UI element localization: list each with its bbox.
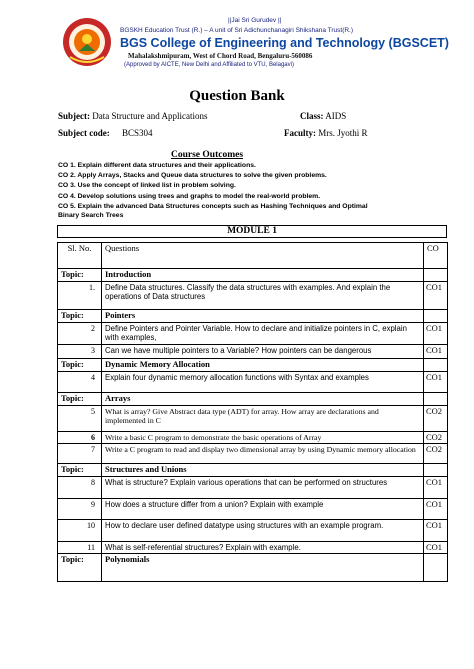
topic-label: Topic: [58,554,102,582]
question-number: 1. [58,282,102,310]
topic-name: Arrays [102,393,424,406]
table-row [58,282,448,310]
question-co: CO1 [424,520,448,542]
table-row [58,345,448,359]
question-number: 5 [58,406,102,432]
header-trust: BGSKH Education Trust (R.) – A unit of Sri Adichunchanagiri Shikshana Trust(R.) [120,27,354,34]
table-row [58,432,448,444]
topic-label: Topic: [58,310,102,323]
question-co: CO1 [424,499,448,520]
topic-label: Topic: [58,393,102,406]
topic-co-cell [424,464,448,477]
question-co: CO2 [424,432,448,444]
table-row [58,477,448,499]
page-title: Question Bank [189,88,285,104]
question-text: How to declare user defined datatype using structures with an example program. [102,520,424,542]
college-address: Mahalakshmipuram, West of Chord Road, Bengaluru-560086 [128,52,313,60]
question-number: 11 [58,542,102,554]
topic-name: Dynamic Memory Allocation [102,359,424,372]
class-value: AIDS [325,111,347,121]
topic-name: Structures and Unions [102,464,424,477]
question-text: What is array? Give Abstract data type (ADT) for array. How array are declarations and implemented in C [102,406,424,432]
outcome-item: CO 5. Explain the advanced Data Structures concepts such as Hashing Techniques and Optimal [58,203,368,210]
topic-label: Topic: [58,359,102,372]
question-co: CO1 [424,477,448,499]
table-row [58,499,448,520]
topic-name: Pointers [102,310,424,323]
college-name: BGS College of Engineering and Technology (BGSCET) [120,36,449,50]
question-number: 7 [58,444,102,464]
topic-row [58,393,448,406]
table-row [58,372,448,393]
co-header: CO [424,243,448,269]
class-label: Class: [300,111,324,121]
question-text: Define Pointers and Pointer Variable. How to declare and initialize pointers in C, explain with examples, [102,323,424,345]
topic-co-cell [424,359,448,372]
outcome-item: CO 2. Apply Arrays, Stacks and Queue data structures to solve the given problems. [58,172,327,179]
question-co: CO1 [424,345,448,359]
sl-header: Sl. No. [58,243,102,269]
topic-co-cell [424,554,448,582]
question-co: CO1 [424,542,448,554]
question-co: CO2 [424,406,448,432]
topic-name: Introduction [102,269,424,282]
college-logo [62,17,112,67]
question-text: What is self-referential structures? Explain with example. [102,542,424,554]
subject-value: Data Structure and Applications [92,111,208,121]
question-co: CO1 [424,282,448,310]
topic-label: Topic: [58,269,102,282]
question-text: How does a structure differ from a union? Explain with example [102,499,424,520]
table-row [58,444,448,464]
question-text: Write a basic C program to demonstrate the basic operations of Array [102,432,424,444]
questions-header: Questions [102,243,424,269]
topic-co-cell [424,269,448,282]
approval-note: (Approved by AICTE, New Delhi and Affiliated to VTU, Belagavi) [124,62,294,68]
question-number: 4 [58,372,102,393]
table-row [58,406,448,432]
outcome-item: CO 4. Develop solutions using trees and graphs to model the real-world problem. [58,193,321,200]
code-label: Subject code: [58,128,110,138]
topic-co-cell [424,310,448,323]
question-co: CO1 [424,372,448,393]
faculty-row [284,128,368,138]
outcome-item: CO 1. Explain different data structures and their applications. [58,162,256,169]
course-outcomes-title: Course Outcomes [171,150,244,160]
header-jai: ||Jai Sri Gurudev || [228,17,282,24]
topic-row [58,310,448,323]
table-row [58,323,448,345]
topic-co-cell [424,393,448,406]
faculty-label: Faculty: [284,128,316,138]
question-number: 10 [58,520,102,542]
topic-row [58,269,448,282]
question-table [57,242,448,582]
question-co: CO2 [424,444,448,464]
module-title: MODULE 1 [227,226,277,236]
question-text: What is structure? Explain various operations that can be performed on structures [102,477,424,499]
faculty-value: Mrs. Jyothi R [318,128,368,138]
outcome-item: CO 3. Use the concept of linked list in problem solving. [58,182,236,189]
table-row [58,520,448,542]
question-text: Explain four dynamic memory allocation functions with Syntax and examples [102,372,424,393]
question-text: Can we have multiple pointers to a Variable? How pointers can be dangerous [102,345,424,359]
question-number: 2 [58,323,102,345]
question-text: Define Data structures. Classify the data structures with examples. And explain the operations of Data structures [102,282,424,310]
table-header-row [58,243,448,269]
question-number: 8 [58,477,102,499]
table-row [58,542,448,554]
question-number: 6 [58,432,102,444]
topic-label: Topic: [58,464,102,477]
class-row [300,111,346,121]
module-header [57,225,447,238]
code-row [58,128,153,138]
subject-label: Subject: [58,111,90,121]
question-number: 9 [58,499,102,520]
question-number: 3 [58,345,102,359]
outcome-item: Binary Search Trees [58,212,124,219]
question-co: CO1 [424,323,448,345]
question-text: Write a C program to read and display two dimensional array by using Dynamic memory allocation [102,444,424,464]
topic-row [58,554,448,582]
code-value: BCS304 [122,128,153,138]
subject-row [58,111,207,121]
topic-row [58,359,448,372]
topic-row [58,464,448,477]
topic-name: Polynomials [102,554,424,582]
